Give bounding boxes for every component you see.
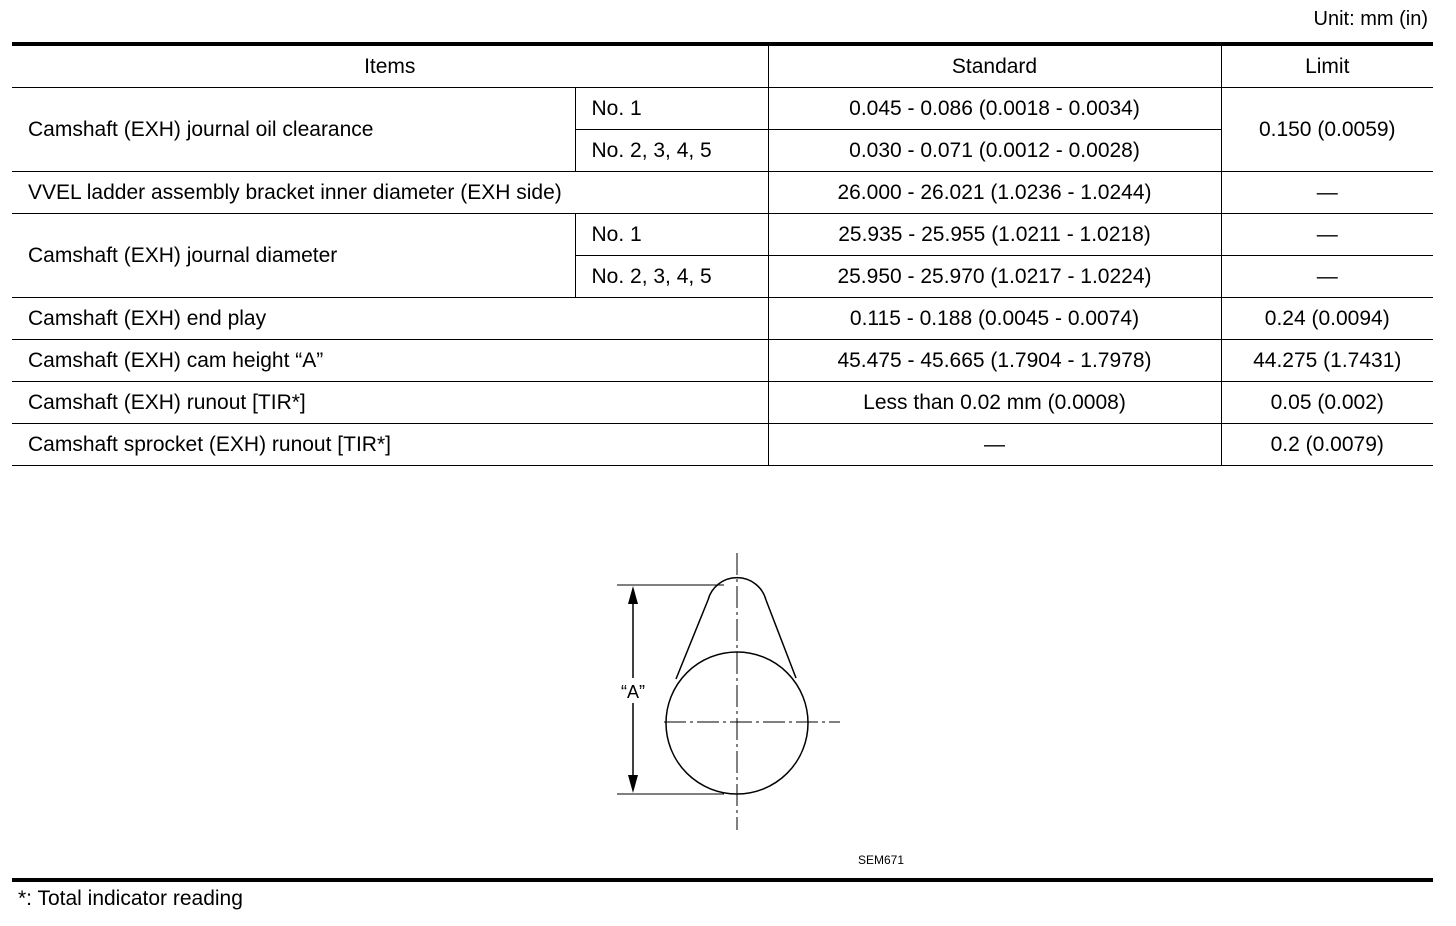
limit-cell: — [1221, 256, 1433, 298]
arrow-down-icon [628, 775, 638, 793]
header-items: Items [12, 44, 768, 88]
spec-table [12, 42, 1433, 466]
standard-cell: 25.935 - 25.955 (1.0211 - 1.0218) [768, 214, 1221, 256]
table-row [12, 214, 1433, 256]
footnote: *: Total indicator reading [18, 887, 243, 910]
limit-cell: — [1221, 214, 1433, 256]
item-cell: Camshaft (EXH) runout [TIR*] [12, 382, 768, 424]
cam-lobe-flank-right [766, 600, 796, 678]
table-row [12, 382, 1433, 424]
table-row [12, 424, 1433, 466]
cam-lobe-diagram [600, 548, 850, 838]
table-header-row [12, 44, 1433, 88]
standard-cell: 45.475 - 45.665 (1.7904 - 1.7978) [768, 340, 1221, 382]
footer-divider [12, 878, 1433, 882]
sub-item-cell: No. 1 [575, 88, 768, 130]
item-cell: Camshaft (EXH) end play [12, 298, 768, 340]
table-row [12, 340, 1433, 382]
item-cell: Camshaft (EXH) journal oil clearance [12, 88, 575, 172]
item-cell: Camshaft (EXH) journal diameter [12, 214, 575, 298]
limit-cell: 0.2 (0.0079) [1221, 424, 1433, 466]
table-row [12, 88, 1433, 130]
item-cell: Camshaft sprocket (EXH) runout [TIR*] [12, 424, 768, 466]
sub-item-cell: No. 2, 3, 4, 5 [575, 130, 768, 172]
arrow-up-icon [628, 586, 638, 604]
limit-cell: 0.05 (0.002) [1221, 382, 1433, 424]
sub-item-cell: No. 1 [575, 214, 768, 256]
figure-code: SEM671 [858, 853, 905, 867]
dimension-label: “A” [621, 682, 645, 702]
standard-cell: 0.115 - 0.188 (0.0045 - 0.0074) [768, 298, 1221, 340]
unit-label: Unit: mm (in) [1313, 8, 1428, 30]
standard-cell: 0.030 - 0.071 (0.0012 - 0.0028) [768, 130, 1221, 172]
standard-cell: 0.045 - 0.086 (0.0018 - 0.0034) [768, 88, 1221, 130]
table-row [12, 172, 1433, 214]
standard-cell: — [768, 424, 1221, 466]
item-cell: Camshaft (EXH) cam height “A” [12, 340, 768, 382]
limit-cell: — [1221, 172, 1433, 214]
limit-cell: 0.24 (0.0094) [1221, 298, 1433, 340]
table-row [12, 298, 1433, 340]
header-standard: Standard [768, 44, 1221, 88]
header-limit: Limit [1221, 44, 1433, 88]
standard-cell: 25.950 - 25.970 (1.0217 - 1.0224) [768, 256, 1221, 298]
limit-cell: 44.275 (1.7431) [1221, 340, 1433, 382]
standard-cell: 26.000 - 26.021 (1.0236 - 1.0244) [768, 172, 1221, 214]
item-cell: VVEL ladder assembly bracket inner diameter (EXH side) [12, 172, 768, 214]
standard-cell: Less than 0.02 mm (0.0008) [768, 382, 1221, 424]
limit-cell: 0.150 (0.0059) [1221, 88, 1433, 172]
sub-item-cell: No. 2, 3, 4, 5 [575, 256, 768, 298]
